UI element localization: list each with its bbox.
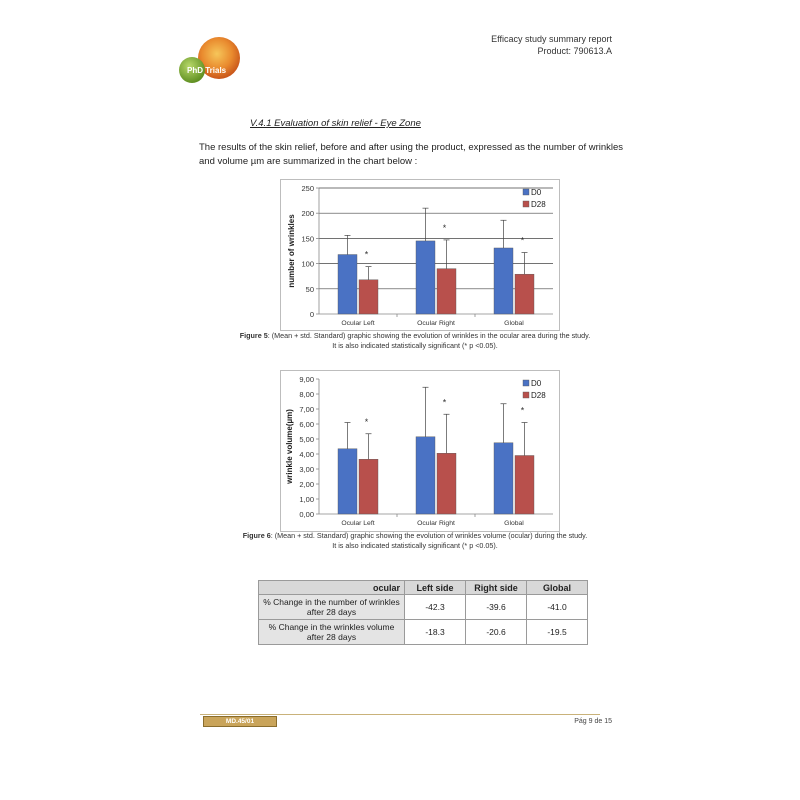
bar-d28 bbox=[437, 269, 456, 314]
legend-entry: D0 bbox=[531, 188, 542, 197]
figure-6-label: Figure 6 bbox=[242, 531, 271, 540]
y-axis-label: number of wrinkles bbox=[287, 214, 296, 288]
bar-d0 bbox=[338, 255, 357, 314]
intro-paragraph bbox=[199, 141, 639, 169]
y-tick-label: 0,00 bbox=[299, 510, 314, 519]
y-tick-label: 0 bbox=[309, 310, 314, 319]
table-cell: -20.6 bbox=[466, 620, 527, 645]
x-tick-label: Ocular Left bbox=[341, 320, 375, 327]
x-tick-label: Global bbox=[504, 520, 524, 527]
significance-marker: * bbox=[364, 416, 369, 427]
intro-line-1: The results of the skin relief, before and after using the product, expressed as the number of wrinkles bbox=[199, 142, 624, 153]
y-tick-label: 250 bbox=[301, 184, 314, 193]
significance-marker: * bbox=[442, 397, 447, 408]
legend-swatch bbox=[523, 380, 529, 386]
phd-trials-logo bbox=[175, 36, 247, 88]
report-header bbox=[491, 33, 612, 57]
bar-d28 bbox=[515, 274, 534, 314]
report-title: Efficacy study summary report bbox=[491, 34, 612, 44]
wrinkle-count-chart bbox=[280, 179, 560, 331]
table-row bbox=[259, 620, 588, 645]
row-label: % Change in the number of wrinkles after 28 days bbox=[259, 595, 405, 620]
significance-marker: * bbox=[520, 405, 525, 416]
row-label: % Change in the wrinkles volume after 28 days bbox=[259, 620, 405, 645]
legend-entry: D0 bbox=[531, 379, 542, 388]
column-header: Global bbox=[527, 581, 588, 595]
summary-table bbox=[258, 580, 588, 645]
figure-5-caption bbox=[200, 331, 630, 351]
legend-entry: D28 bbox=[531, 391, 546, 400]
chart-svg bbox=[281, 371, 559, 531]
y-tick-label: 4,00 bbox=[299, 450, 314, 459]
bar-d0 bbox=[494, 248, 513, 314]
table-corner: ocular bbox=[259, 581, 405, 595]
figure-5-caption-line-1: : (Mean + std. Standard) graphic showing the evolution of wrinkles in the ocular area during the study. bbox=[267, 331, 591, 340]
table-header-row bbox=[259, 581, 588, 595]
significance-marker: * bbox=[442, 222, 447, 233]
x-tick-label: Global bbox=[504, 320, 524, 327]
figure-6-caption bbox=[200, 531, 630, 551]
y-tick-label: 150 bbox=[301, 234, 314, 244]
y-tick-label: 5,00 bbox=[299, 435, 314, 444]
figure-6-caption-line-2: It is also indicated statistically significant (* p <0.05). bbox=[332, 541, 498, 550]
y-tick-label: 2,00 bbox=[299, 480, 314, 489]
table-cell: -39.6 bbox=[466, 595, 527, 620]
figure-5-label: Figure 5 bbox=[239, 331, 268, 340]
legend-swatch bbox=[523, 189, 529, 195]
x-tick-label: Ocular Right bbox=[417, 520, 455, 527]
logo-text: PhD Trials bbox=[187, 66, 227, 75]
legend-swatch bbox=[523, 201, 529, 207]
x-tick-label: Ocular Left bbox=[341, 520, 375, 527]
bar-d28 bbox=[437, 453, 456, 514]
bar-d28 bbox=[515, 456, 534, 515]
y-tick-label: 100 bbox=[301, 259, 314, 269]
bar-d0 bbox=[416, 437, 435, 514]
legend-swatch bbox=[523, 392, 529, 398]
y-axis-label: wrinkle volume(µm) bbox=[285, 409, 294, 484]
table-cell: -18.3 bbox=[405, 620, 466, 645]
significance-marker: * bbox=[364, 249, 369, 260]
y-tick-label: 3,00 bbox=[299, 465, 314, 474]
document-code-badge: MD.45/01 bbox=[203, 716, 277, 727]
bar-d28 bbox=[359, 280, 378, 314]
table-cell: -19.5 bbox=[527, 620, 588, 645]
legend-entry: D28 bbox=[531, 200, 546, 209]
y-tick-label: 9,00 bbox=[299, 375, 314, 384]
footer-divider bbox=[200, 714, 600, 715]
y-tick-label: 7,00 bbox=[299, 405, 314, 414]
table-row bbox=[259, 595, 588, 620]
y-tick-label: 6,00 bbox=[299, 420, 314, 429]
x-tick-label: Ocular Right bbox=[417, 320, 455, 327]
y-tick-label: 8,00 bbox=[299, 390, 314, 399]
figure-6-caption-line-1: : (Mean + std. Standard) graphic showing the evolution of wrinkles volume (ocular) during the study. bbox=[270, 531, 588, 540]
y-tick-label: 1,00 bbox=[299, 495, 314, 504]
bar-d0 bbox=[338, 449, 357, 514]
intro-line-2: and volume µm are summarized in the chart below : bbox=[199, 156, 418, 167]
table-cell: -42.3 bbox=[405, 595, 466, 620]
section-title: V.4.1 Evaluation of skin relief - Eye Zone bbox=[250, 118, 421, 129]
y-tick-label: 50 bbox=[305, 284, 314, 294]
column-header: Left side bbox=[405, 581, 466, 595]
chart-svg bbox=[281, 180, 559, 330]
bar-d28 bbox=[359, 459, 378, 514]
page-number: Pág 9 de 15 bbox=[574, 718, 612, 725]
column-header: Right side bbox=[466, 581, 527, 595]
bar-d0 bbox=[416, 241, 435, 314]
bar-d0 bbox=[494, 443, 513, 514]
wrinkle-volume-chart bbox=[280, 370, 560, 532]
table-cell: -41.0 bbox=[527, 595, 588, 620]
significance-marker: * bbox=[520, 235, 525, 246]
product-code: Product: 790613.A bbox=[537, 46, 612, 56]
y-tick-label: 200 bbox=[301, 209, 314, 219]
figure-5-caption-line-2: It is also indicated statistically significant (* p <0.05). bbox=[332, 341, 498, 350]
